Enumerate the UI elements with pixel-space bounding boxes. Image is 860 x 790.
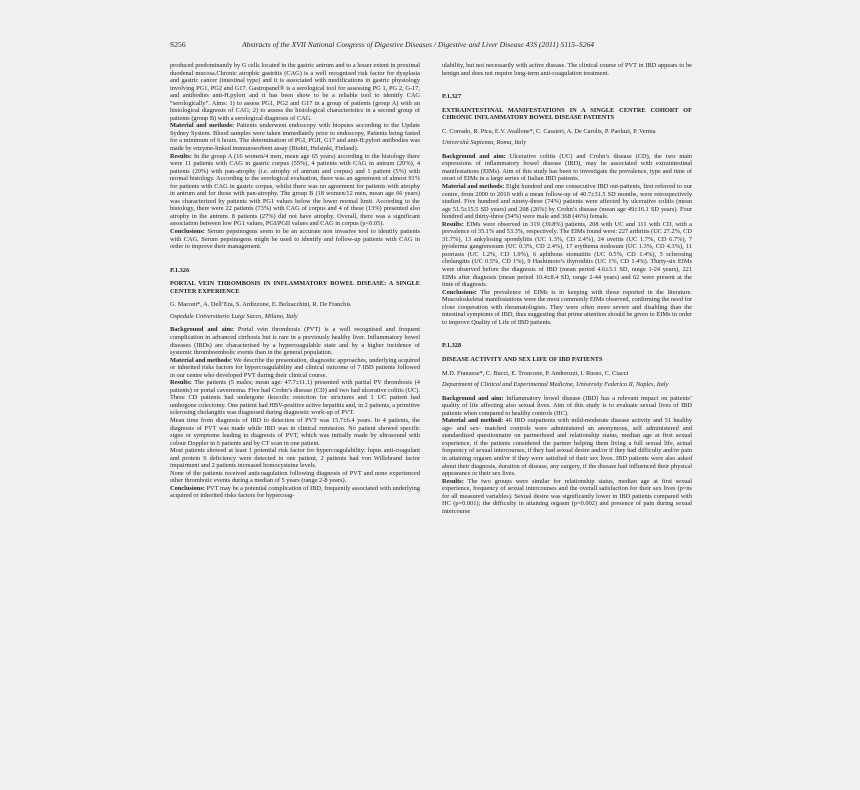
results-label: Results:: [442, 220, 464, 228]
results-section: [170, 379, 420, 417]
abstract-title: PORTAL VEIN THROMBOSIS IN INFLAMMATORY BOWEL DISEASE: A SINGLE CENTER EXPERIENCE: [170, 280, 420, 295]
results-text: The patients (5 males; mean age: 47.7±11.1) presented with partial PV thrombosis (4 patients) or portal cavernoma. Five had Crohn’s disease (CD) and two had ulcerative colitis (UC). Three CD patients had undergone ileocolic resection for strictures and 1 UC patient had undergone colectomy. One patient had HBV-positive active hepatitis and, in 2 patients, a primitive sclerosing cholangitis was diagnosed during diagnostic work-up of PVT.: [170, 379, 420, 417]
journal-title: Abstracts of the XVII National Congress of Digestive Diseases / Digestive and Liver Disease 43S (2011) S115–S264: [242, 40, 595, 49]
continued-results: [170, 153, 420, 228]
background-section: [442, 395, 692, 418]
results-section: [442, 221, 692, 289]
right-column: [442, 62, 692, 515]
methods-label: Material and methods:: [170, 356, 233, 364]
background-label: Background and aim:: [170, 326, 234, 334]
results-text: In the group A (16 women/4 men, mean age 65 years) according to the histology there were 11 patients with CAG in gastric corpus (55%), 4 patients with CAG in antrum (20%), 4 patients (20%) with pan-atrophy (i.e. atrophy of antrum and corpus) and 1 patient (5%) with normal histology. According to the serological evaluation, there was an agreement of almost 91% for patients with CAG in gastric corpus, whilst there was no agreement for patients with atrophy in antrum and for those with pan-atrophy. The group B (18 women/12 men, mean age 66 years) was characterized by patients with PG1 values below the lower normal limit. According to the histology, there were 22 patients (73%) with CAG of corpus and 4 of these (13%) presented also atrophy in the antrum. 8 patients (27%) did not have atrophy. Overall, there was a significant association between low PG1 values, PGI/PGII values and CAG in corpus (p<0.05).: [170, 152, 420, 228]
results-paragraph-4: None of the patients received anticoagulation following diagnosis of PVT and none experienced other thrombotic events during a median of 5 years (range 2-8 years).: [170, 469, 420, 485]
abstract-affiliation: Department of Clinical and Experimental Medicine, University Federico II, Naples, Italy: [442, 381, 669, 389]
results-paragraph-2: Mean time from diagnosis of IBD to detection of PVT was 15.7±6.4 years. In 4 patients, the diagnosis of PVT was made while IBD was in clinical remission. No patient showed specific signs or symptoms leading to diagnosis of PVT, which was initially made by ultrasound with colour Doppler in 6 patients and by CT scan in one patient.: [170, 416, 420, 447]
abstract-id: P.1.328: [442, 342, 462, 350]
abstract-id: P.1.327: [442, 93, 462, 101]
methods-section: [170, 357, 420, 380]
results-text: The two groups were similar for relationship status, median age at first sexual experience, frequency of sexual intercourses and the overall satisfaction for their sex lives (p=ns for all measured variables). Sexual desire was significantly lower in IBD patients compared with HC (p=0.001); the difficulty in attaining orgasm (p=0.002) and presence of pain during sexual intercourse: [442, 477, 692, 515]
background-section: [442, 153, 692, 183]
background-text: Ulcerative colitis (UC) and Crohn’s disease (CD), the two main expressions of inflammatory bowel disease (IBD), may be associated with extraintestinal manifestations (EIMs). Aim of this study has been to investigate the prevalence, type and time of onset of EIMs in a large series of Italian IBD patients.: [442, 152, 693, 183]
methods-text: We describe the presentation, diagnostic approaches, underlying acquired or inherited risks factors for hypercoagulability and clinical outcome of 7 IBD patients followed in our centre who developed PVT during their clinical course.: [170, 356, 420, 379]
conclusions-label: Conclusions:: [170, 484, 205, 492]
continued-paragraph: ulability, but not necessarily with active disease. The clinical course of PVT in IBD appears to be benign and does not require long-term anti-coagulation treatment.: [442, 62, 692, 77]
conclusions-label: Conclusions:: [442, 288, 477, 296]
results-paragraph-3: Most patients showed at least 1 potential risk factor for hypercoagulability: lupus anti-coagulant and protein S deficiency were detected in one patient, 2 patients had von Willebrand factor impairment and 2 patients increased homocysteine levels.: [170, 447, 420, 470]
results-label: Results:: [170, 379, 192, 387]
continued-conclusions: [170, 228, 420, 251]
results-label: Results:: [442, 477, 464, 485]
methods-label: Material and methods:: [442, 183, 505, 191]
abstract-p1-328: [442, 342, 692, 515]
methods-text: Patients underwent endoscopy with biopsies according to the Update Sydney System. Blood samples were taken immediately prior to endoscopy, Patients being fasted for a minimum of 6 hours. The determination of PGI, PGII, G17 and anti-H.pylori antibodies was made by enzyme-linked immunosorbent assay (Biohit, Helsinki, Finland).: [170, 122, 420, 153]
continued-paragraph: produced predominantly by G cells located in the gastric antrum and to a lesser extent in proximal duodenal mucosa.Chronic atrophic gastritis (CAG) is a well recognised risk factor for dysplasia and gastric cancer (intestinal type) and it is associated with modifications in gastric physiology involving PG1, PG2 and G17. Gastropanel® is a serological tool for assessing PG 1, PG 2, G-17, and antibodies anti-H.pylori and it has been show to be a reliable tool to identify CAG “serologically”. Aims: 1) to assess PG1, PG2 and G17 in a group of patients (group A) with an histological diagnosis of CAG; 2) to assess the histological characteristics in a second group of patients (group B) with a serological diagnosis of CAG.: [170, 62, 420, 122]
background-label: Background and aim:: [442, 394, 504, 402]
running-header: [170, 39, 690, 51]
methods-section: [442, 417, 692, 477]
continued-methods: [170, 122, 420, 152]
background-section: [170, 326, 420, 356]
abstract-title: DISEASE ACTIVITY AND SEX LIFE OF IBD PATIENTS: [442, 355, 603, 363]
conclusions-section: [442, 289, 692, 327]
results-text: EIMs were observed in 319 (39.8%) patients, 208 with UC and 111 with CD, with a prevalence of 35.1% and 53.3%, respectively. The EIMs found were: 227 arthritis (UC 27.2%, CD 31.7%), 13 ankylosing spondylitis (UC 1.3%, CD 2.4%), 24 uveitis (UC 1.7%, CD 6.7%), 7 pyoderma gangrenosum (UC 0.3%, CD 2.4%), 17 erythema nodosum (UC 1.3%, CD 4.3%), 11 psoriasis (UC 1.2%, CD 1.9%), 6 aphthous stomatitis (UC 0.5%, CD 1.4%), 5 sclerosing cholangitis (UC 0.5%, CD 1%), 9 Hashimoto’s thyroiditis (UC 1%, CD 1.4%). Thirty-six EIMs were observed before the diagnosis of IBD (mean period 4.6±3.1 SD, range 1-24 years), 221 EIMs after diagnosis (mean period 10.4±8.4 SD, range 2-44 years) and 62 were present at the time of diagnosis.: [442, 220, 692, 289]
background-text: Inflammatory bowel disease (IBD) has a relevant impact on patients’ quality of life affecting also sexual lives. Aim of this study is to evaluate sexual lives of IBD patients when compared to healthy controls (HC).: [442, 394, 693, 417]
results-label: Results:: [170, 152, 192, 160]
abstract-id: P.1.326: [170, 266, 190, 274]
conclusions-label: Conclusions:: [170, 228, 205, 236]
abstract-authors: G. Maconi*, A. Dell’Era, S. Ardizzone, E. Bolzacchini, R. De Franchis: [170, 301, 351, 309]
page-number: S256: [170, 40, 186, 49]
methods-label: Material and method:: [442, 417, 504, 425]
left-column: [170, 62, 420, 500]
conclusions-text: Serum pepsinogens seem to be an accurate non invasive tool to identify patients with CAG. Serum pepsinogens might be used to identify and follow-up patients with CAG in order to improve their management.: [170, 228, 420, 251]
methods-text: Eight hundred and one consecutive IBD out-patients, first referred to our centre, from 2000 to 2010 with a mean follow-up of 40.7±31.5 SD months, were retrospectively studied. Five hundred and ninety-three (74%) patients were affected by ulcerative colitis (mean age 51.5±15.5 SD years) and 208 (26%) by Crohn’s disease (mean age 49±16.1 SD years). Four hundred and thirty-three (54%) were male and 368 (46%) female.: [442, 183, 692, 221]
conclusions-text: The prevalence of EIMs is in keeping with those reported in the literature. Musculoskeletal manifestations were the most commonly EIMs observed, confirming the need for close cooperation with rheumatologists. They were often more severe and disabling than the intestinal symptoms of IBD, thus suggesting that prime attention should be given to EIMs in order to improve Quality of Life of IBD patients.: [442, 288, 692, 326]
conclusions-section: [170, 485, 420, 500]
abstract-affiliation: Ospedale Universitario Luigi Sacco, Milano, Italy: [170, 312, 298, 320]
abstract-p1-326: [170, 267, 420, 500]
methods-text: 46 IBD outpatients with mild-moderate disease activity and 51 healthy age- and sex- matched controls were administered an anonymous, self administered and standardized questionnaire on partnerhood and relationship status, median age at first sexual experience, if the patients considered the partner helping them living a full sexual life, actual frequency of sexual intercourses, if they had sexual desire and/or if they had difficulty and/or pain in attaining orgasm and/or if they were satisfied of their sex lives. IBD patients were also asked about their diagnosis, duration of disease, any surgery, if the disease had influenced their physical appearance or their sex lives.: [442, 417, 692, 478]
background-label: Background and aim:: [442, 152, 506, 160]
abstract-p1-327: [442, 93, 692, 326]
abstract-authors: M.D. Franzese*, C. Bucci, E. Tronconе, P. Andreozzi, I. Russo, C. Ciacci: [442, 369, 629, 377]
methods-label: Material and methods:: [170, 122, 235, 130]
background-text: Portal vein thrombosis (PVT) is a well recognised and frequent complication in advanced cirrhosis but is rare in a previously healthy liver. Inflammatory bowel diseases (IBDs) are characterised by a hypercoagulable state and by a higher incidence of systemic thromboembolic events than in the general population.: [170, 326, 421, 357]
results-section: [442, 478, 692, 516]
conclusions-text: PVT may be a potential complication of IBD, frequently associated with underlying acquired or inherited risks factors for hypercoag-: [170, 484, 420, 500]
abstract-affiliation: Università Sapienza, Roma, Italy: [442, 139, 527, 147]
methods-section: [442, 183, 692, 221]
abstract-title: EXTRAINTESTINAL MANIFESTATIONS IN A SINGLE CENTRE COHORT OF CHRONIC INFLAMMATORY BOWEL DISEASE PATIENTS: [442, 106, 692, 122]
abstract-authors: C. Corrado, R. Pica, E.V. Avallone*, C. Cassieri, A. De Carolis, P. Paoluzi, P. Vernia: [442, 127, 656, 135]
